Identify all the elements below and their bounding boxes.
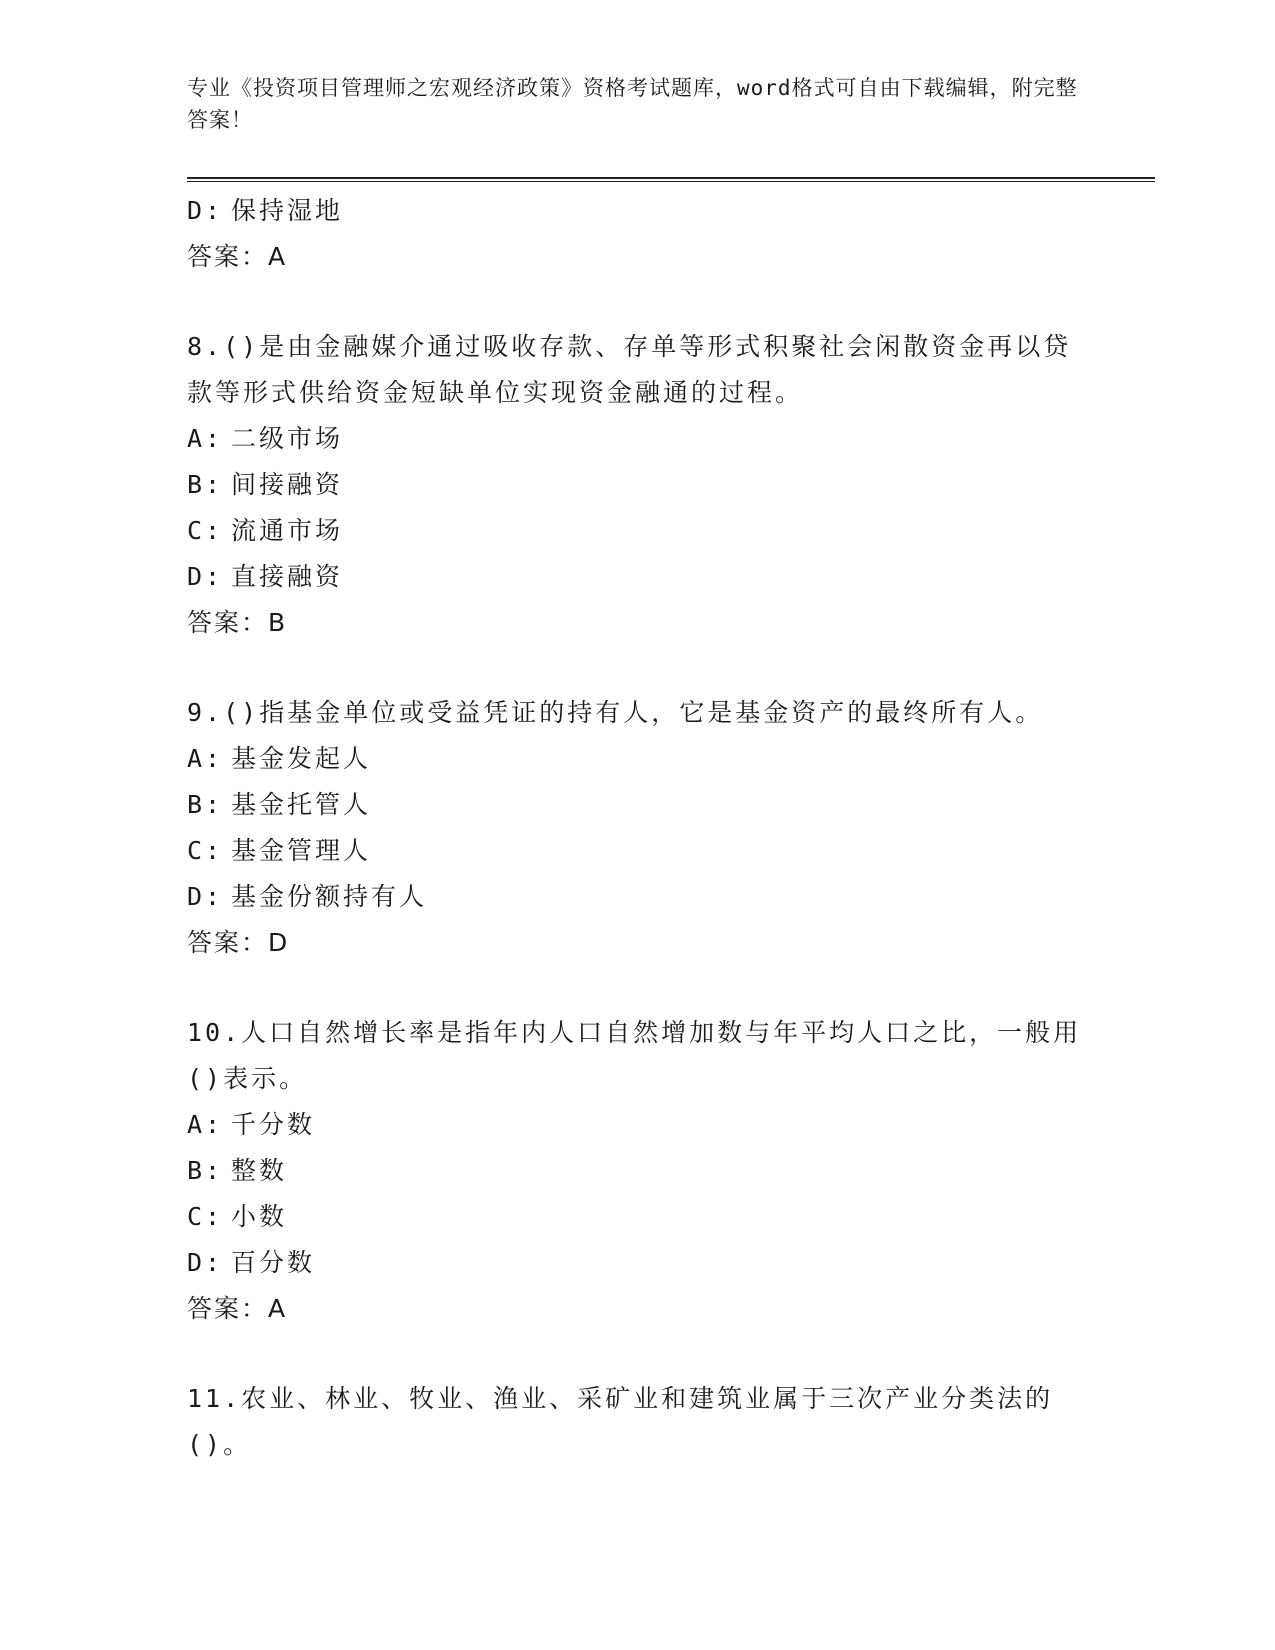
option-label: C: [187,1202,224,1231]
answer-line: 答案：D [187,928,290,957]
option-label: A: [187,1110,224,1139]
option-a [187,736,1087,782]
option-text: 基金托管人 [231,790,372,819]
header-divider [187,177,1155,182]
option-label: C: [187,516,224,545]
option-text: 基金管理人 [231,836,372,865]
option-label: D: [187,196,224,225]
question-list [187,188,1087,1468]
option-text: 基金发起人 [231,744,372,773]
option-text: 整数 [231,1156,288,1185]
option-d [187,1240,1087,1286]
option-label: A: [187,744,224,773]
option-label: B: [187,1156,224,1185]
option-b [187,782,1087,828]
option-text: 保持湿地 [231,196,344,225]
option-label: C: [187,836,224,865]
option-text: 直接融资 [231,562,344,591]
option-label: A: [187,424,224,453]
option-text: 流通市场 [231,516,344,545]
option-d [187,554,1087,600]
option-text: 小数 [231,1202,288,1231]
answer-line: 答案：A [187,1294,288,1323]
answer-line: 答案：A [187,242,288,271]
option-d [187,188,1087,234]
option-text: 百分数 [231,1248,316,1277]
page-header: 专业《投资项目管理师之宏观经济政策》资格考试题库，word格式可自由下载编辑，附完整答案！ [187,76,1078,132]
answer-line: 答案：B [187,608,288,637]
question-stem: 10.人口自然增长率是指年内人口自然增加数与年平均人口之比，一般用()表示。 [187,1018,1082,1093]
option-a [187,416,1087,462]
option-text: 二级市场 [231,424,344,453]
option-b [187,1148,1087,1194]
option-c [187,1194,1087,1240]
option-text: 基金份额持有人 [231,882,428,911]
option-label: B: [187,470,224,499]
option-c [187,508,1087,554]
question-stem: 11.农业、林业、牧业、渔业、采矿业和建筑业属于三次产业分类法的()。 [187,1384,1054,1459]
option-c [187,828,1087,874]
question-stem: 9.()指基金单位或受益凭证的持有人，它是基金资产的最终所有人。 [187,698,1044,727]
option-label: D: [187,1248,224,1277]
option-a [187,1102,1087,1148]
option-d [187,874,1087,920]
option-label: D: [187,882,224,911]
option-text: 千分数 [231,1110,316,1139]
option-label: D: [187,562,224,591]
question-stem: 8.()是由金融媒介通过吸收存款、存单等形式积聚社会闲散资金再以贷款等形式供给资金短缺单位实现资金融通的过程。 [187,332,1072,407]
option-text: 间接融资 [231,470,344,499]
option-b [187,462,1087,508]
option-label: B: [187,790,224,819]
